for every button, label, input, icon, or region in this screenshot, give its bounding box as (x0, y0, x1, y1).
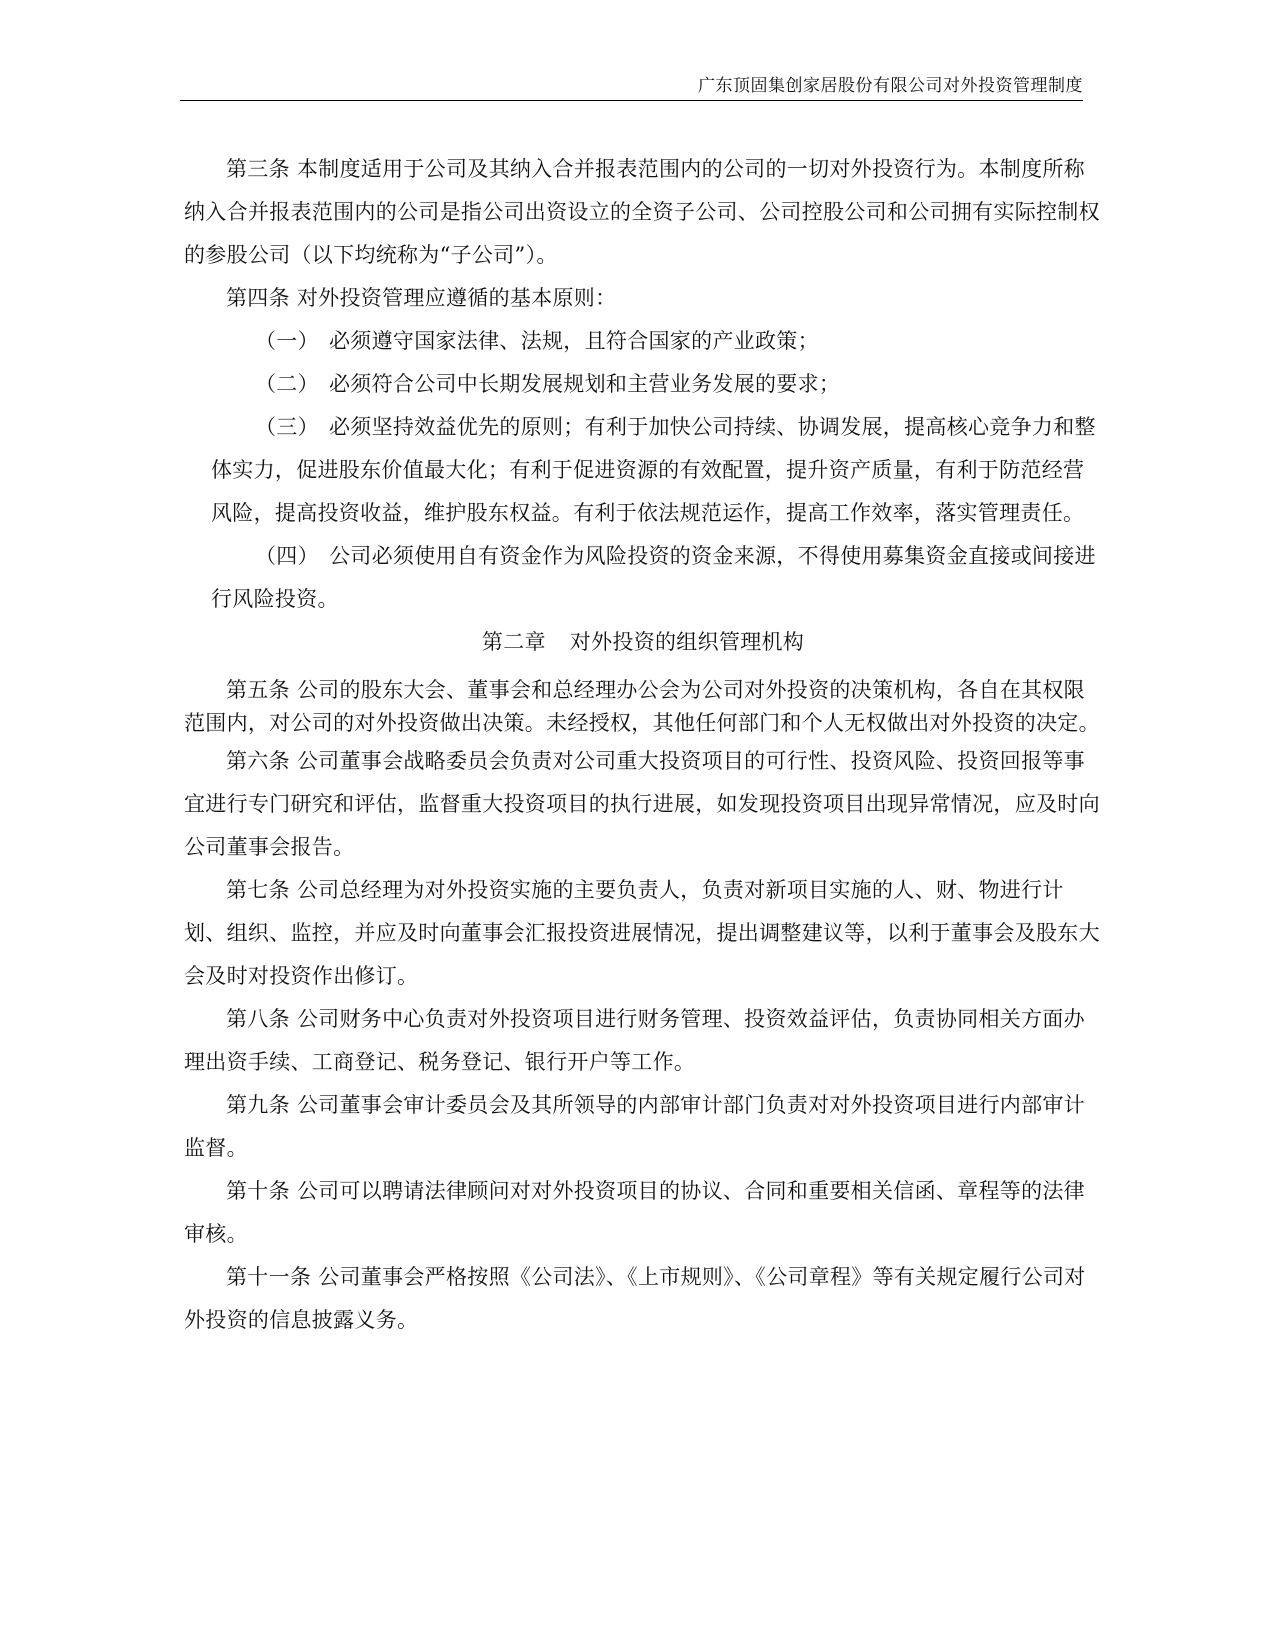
article-10: 第十条 公司可以聘请法律顾问对对外投资项目的协议、合同和重要相关信函、章程等的法律审核。 (184, 1179, 1085, 1246)
article-9: 第九条 公司董事会审计委员会及其所领导的内部审计部门负责对对外投资项目进行内部审计监督。 (184, 1093, 1085, 1160)
principle-text: 必须符合公司中长期发展规划和主营业务发展的要求； (329, 372, 841, 396)
chapter-number: 第二章 (481, 630, 546, 654)
principle-item (211, 535, 1102, 621)
article-7: 第七条 公司总经理为对外投资实施的主要负责人，负责对新项目实施的人、财、物进行计划、组织、监控，并应及时向董事会汇报投资进展情况，提出调整建议等，以利于董事会及股东大会及时对投资作出修订。 (184, 878, 1100, 988)
chapter-title: 对外投资的组织管理机构 (569, 630, 805, 654)
principle-number: （一） (255, 329, 319, 353)
principle-text: 必须遵守国家法律、法规，且符合国家的产业政策； (329, 329, 819, 353)
chapter-heading (184, 621, 1102, 664)
article-4: 第四条 对外投资管理应遵循的基本原则： (226, 286, 617, 310)
article-11: 第十一条 公司董事会严格按照《公司法》、《上市规则》、《公司章程》等有关规定履行公司对外投资的信息披露义务。 (184, 1265, 1086, 1332)
principle-text: 公司必须使用自有资金作为风险投资的资金来源，不得使用募集资金直接或间接进行风险投资。 (211, 544, 1096, 611)
document-body (184, 148, 1102, 1342)
principle-item (211, 320, 1102, 363)
principle-item (211, 363, 1102, 406)
article-8: 第八条 公司财务中心负责对外投资项目进行财务管理、投资效益评估，负责协同相关方面办理出资手续、工商登记、税务登记、银行开户等工作。 (184, 1007, 1085, 1074)
article-5: 第五条 公司的股东大会、董事会和总经理办公会为公司对外投资的决策机构，各自在其权限范围内，对公司的对外投资做出决策。未经授权，其他任何部门和个人无权做出对外投资的决定。 (184, 678, 1100, 735)
principle-number: （二） (255, 372, 319, 396)
principle-number: （三） (255, 415, 319, 439)
principle-number: （四） (255, 544, 319, 568)
page-header (180, 72, 1083, 101)
principle-item (211, 406, 1102, 535)
header-title: 广东顶固集创家居股份有限公司对外投资管理制度 (698, 76, 1083, 96)
principle-text: 必须坚持效益优先的原则；有利于加快公司持续、协调发展，提高核心竞争力和整体实力，促进股东价值最大化；有利于促进资源的有效配置，提升资产质量，有利于防范经营风险，提高投资收益，维护股东权益。有利于依法规范运作，提高工作效率，落实管理责任。 (211, 415, 1096, 525)
article-3: 第三条 本制度适用于公司及其纳入合并报表范围内的公司的一切对外投资行为。本制度所称纳入合并报表范围内的公司是指公司出资设立的全资子公司、公司控股公司和公司拥有实际控制权的参股公司（以下均统称为“子公司”）。 (184, 157, 1100, 267)
article-6: 第六条 公司董事会战略委员会负责对公司重大投资项目的可行性、投资风险、投资回报等事宜进行专门研究和评估，监督重大投资项目的执行进展，如发现投资项目出现异常情况，应及时向公司董事会报告。 (184, 749, 1100, 859)
